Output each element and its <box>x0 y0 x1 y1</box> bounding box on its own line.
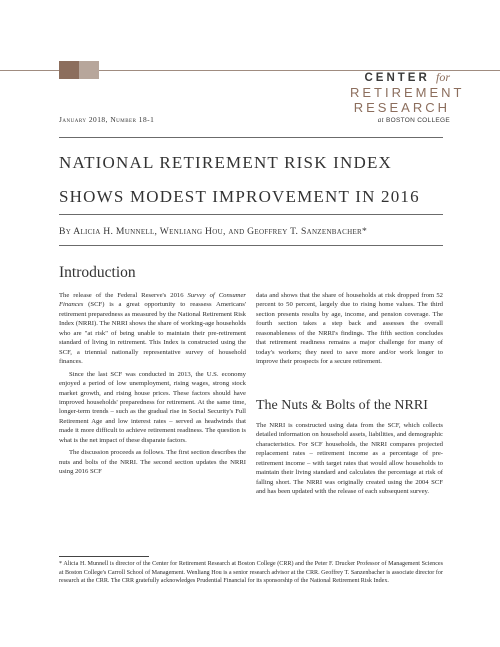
section-heading-nuts-bolts: The Nuts & Bolts of the NRRI <box>256 398 428 413</box>
column-right-bottom <box>256 421 443 500</box>
title-line-1: NATIONAL RETIREMENT RISK INDEX <box>59 153 393 172</box>
page-title <box>59 150 449 210</box>
logo-line-research: RESEARCH <box>353 100 450 115</box>
nuts-paragraph-1: The NRRI is constructed using data from the SCF, which collects detailed information on household assets, liabilities, and demographic characteristics. For SCF households, the NRRI compares projected replacement rates – retirement income as a percentage of pre-retirement income – with target rates that would allow households to maintain their living standard and calculates the percentage at risk of falling short. The NRRI was originally created using the 2004 SCF and has been updated with the release of each subsequent survey. <box>256 422 443 496</box>
byline-rule <box>59 245 443 246</box>
column-right-top <box>256 291 443 370</box>
title-line-2: SHOWS MODEST IMPROVEMENT IN 2016 <box>59 187 420 206</box>
footnote-rule <box>59 556 149 557</box>
author-byline: By Alicia H. Munnell, Wenliang Hou, and Geoffrey T. Sanzenbacher* <box>59 226 368 237</box>
column-left <box>59 291 246 480</box>
header-accent-block <box>59 61 79 79</box>
logo-line-retirement: RETIREMENT <box>350 85 465 100</box>
header-accent-block-light <box>79 61 99 79</box>
title-bottom-rule <box>59 214 443 215</box>
author-footnote: * Alicia H. Munnell is director of the Center for Retirement Research at Boston College (CRR) and the Peter F. Drucker Professor of Management Sciences at Boston College's Carroll School of Management. Wenliang Hou is a senior research advisor at the CRR. Geoffrey T. Sanzenbacher is associate director for research at the CRR. The CRR gratefully acknowledges Prudential Financial for its sponsorship of the National Retirement Risk Index. <box>59 561 443 585</box>
logo-line-center: CENTER for <box>364 70 450 84</box>
intro-paragraph-3: The discussion proceeds as follows. The first section describes the nuts and bolts of the NRRI. The second section updates the NRRI using 2016 SCF <box>59 449 246 476</box>
crr-logo <box>350 70 465 124</box>
intro-paragraph-continued: data and shows that the share of households at risk dropped from 52 percent to 50 percent, largely due to rising home values. The third section presents results by age, income, and pension coverage. The fourth section takes a step back and assesses the overall reasonableness of the NRRI's findings. The fifth section concludes that retirement readiness remains a major challenge for many of today's workers; they need to save more and/or work longer to improve their prospects for a secure retirement. <box>256 292 443 366</box>
section-heading-introduction: Introduction <box>59 264 136 281</box>
logo-line-boston-college: at BOSTON COLLEGE <box>377 116 450 124</box>
intro-paragraph-2: Since the last SCF was conducted in 2013, the U.S. economy enjoyed a period of low unemployment, rising wages, strong stock market growth, and rising house prices. These factors should have improved households' preparedness for retirement. At the same time, longer-term trends – such as the gradual rise in Social Security's Full Retirement Age and low interest rates – served as headwinds that made it more difficult to achieve retirement readiness. The question is what is the net impact of these disparate factors. <box>59 370 246 444</box>
issue-dateline: January 2018, Number 18-1 <box>59 115 155 124</box>
title-top-rule <box>59 137 443 138</box>
intro-paragraph-1: The release of the Federal Reserve's 2016 Survey of Consumer Finances (SCF) is a great opportunity to reassess Americans' retirement preparedness as measured by the National Retirement Risk Index (NRRI). The NRRI shows the share of working-age households who are "at risk" of being unable to maintain their pre-retirement standard of living in retirement. This Index is constructed using the SCF, a triennial nationally representative survey of household finances. <box>59 292 246 366</box>
